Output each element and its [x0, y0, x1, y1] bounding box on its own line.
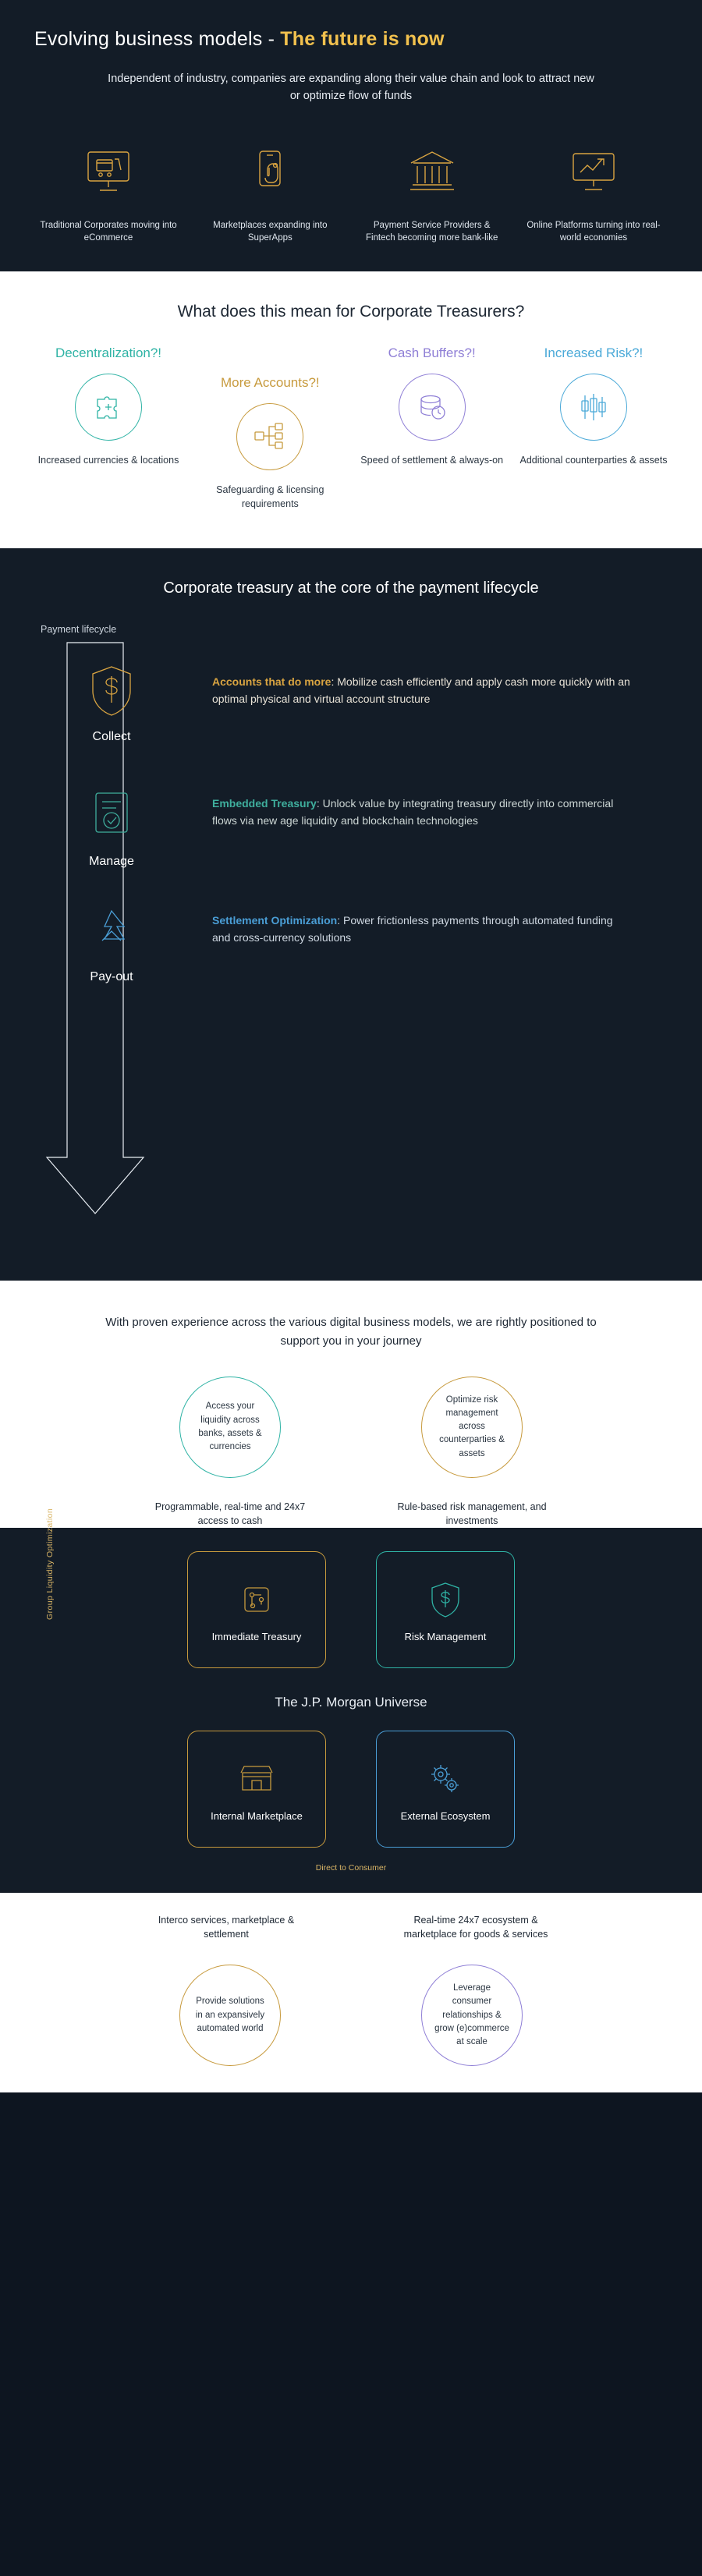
section2-items	[34, 345, 668, 512]
section2-item-caption: Safeguarding & licensing requirements	[216, 484, 324, 510]
section2-item-headline: Cash Buffers?!	[388, 345, 476, 360]
puzzle-icon	[75, 374, 142, 441]
card-label: Immediate Treasury	[211, 1630, 302, 1642]
section3-heading: Corporate treasury at the core of the payment lifecycle	[163, 579, 539, 597]
lifecycle-text-collect	[212, 674, 633, 707]
mobile-tap-icon	[196, 138, 344, 205]
section-evolving-business-models	[0, 0, 702, 271]
section2-item-increased-risk	[519, 345, 668, 467]
card-internal-marketplace[interactable]	[187, 1731, 326, 1848]
section2-item-cash-buffers	[358, 345, 506, 467]
lifecycle-stage-label: Pay-out	[90, 970, 133, 984]
section1-item-caption: Marketplaces expanding into SuperApps	[213, 220, 328, 243]
lifecycle-stage-label: Manage	[89, 855, 134, 869]
lifecycle-text-rest: : Power frictionless payments through automated funding and cross-currency solutions	[212, 914, 613, 944]
section-payment-lifecycle	[0, 548, 702, 1281]
section3-body	[34, 641, 668, 1234]
direct-to-consumer-label: Direct to Consumer	[315, 1863, 387, 1873]
lifecycle-text-rest: : Mobilize cash efficiently and apply cash more quickly with an optimal physical and virtual account structure	[212, 675, 630, 706]
online-chart-monitor-icon	[519, 138, 668, 205]
page-title	[34, 28, 668, 51]
section2-item-headline: More Accounts?!	[221, 374, 320, 390]
section1-item-caption: Payment Service Providers & Fintech becoming more bank-like	[365, 220, 498, 243]
section1-subtitle: Independent of industry, companies are expanding along their value chain and look to attract new or optimize flow of funds	[108, 73, 594, 102]
lifecycle-text-bold: Embedded Treasury	[212, 797, 317, 810]
universe-cards-top	[34, 1551, 668, 1668]
ecommerce-monitor-icon	[34, 138, 183, 205]
ring-consumer-relationships	[394, 1965, 550, 2066]
outcome-captions	[34, 1913, 668, 1941]
ring-risk	[394, 1377, 550, 1528]
document-check-icon	[61, 783, 162, 849]
section1-icon-row	[34, 138, 668, 245]
ring-inner-text: Leverage consumer relationships & grow (e)commerce at scale	[421, 1965, 523, 2066]
lifecycle-text-payout	[212, 912, 633, 946]
storefront-icon	[238, 1756, 275, 1802]
section2-item-headline: Increased Risk?!	[544, 345, 644, 360]
card-label: Risk Management	[404, 1630, 487, 1642]
section4-rings	[34, 1377, 668, 1528]
section2-item-headline: Decentralization?!	[55, 345, 162, 360]
section-treasurer-impact	[0, 271, 702, 549]
section-proven-experience	[0, 1281, 702, 1528]
section-outcomes	[0, 1893, 702, 2092]
shield-dollar-icon	[61, 658, 162, 724]
ring-liquidity	[152, 1377, 308, 1528]
section1-item-caption: Online Platforms turning into real-world economies	[526, 220, 661, 243]
section2-heading: What does this mean for Corporate Treasurers?	[177, 302, 525, 321]
lifecycle-stage-payout	[61, 898, 162, 984]
card-label: External Ecosystem	[400, 1809, 491, 1822]
card-risk-management[interactable]	[376, 1551, 515, 1668]
ring-inner-text: Optimize risk management across counterparties & assets	[421, 1377, 523, 1478]
card-external-ecosystem[interactable]	[376, 1731, 515, 1848]
section1-item	[34, 138, 183, 245]
account-tree-icon	[236, 403, 303, 470]
section2-item-caption: Increased currencies & locations	[37, 455, 179, 466]
ring-inner-text: Access your liquidity across banks, assets & currencies	[179, 1377, 281, 1478]
outcome-rings	[34, 1965, 668, 2066]
card-immediate-treasury[interactable]	[187, 1551, 326, 1668]
section1-item	[519, 138, 668, 245]
title-highlight: The future is now	[280, 28, 445, 50]
card-label: Internal Marketplace	[211, 1809, 303, 1822]
section2-item-more-accounts	[196, 345, 344, 512]
section2-item-caption: Speed of settlement & always-on	[360, 455, 504, 466]
lifecycle-text-manage	[212, 795, 633, 829]
upward-arrows-icon	[61, 898, 162, 964]
candlestick-chart-icon	[560, 374, 627, 441]
lifecycle-text-rest: : Unlock value by integrating treasury directly into commercial flows via new age liquidity and blockchain technologies	[212, 797, 614, 827]
section1-item-caption: Traditional Corporates moving into eCommerce	[40, 220, 177, 243]
outcome-caption: Interco services, marketplace & settlement	[158, 1915, 295, 1940]
universe-title: The J.P. Morgan Universe	[275, 1695, 427, 1710]
universe-cards-bottom	[34, 1731, 668, 1848]
ring-inner-text: Provide solutions in an expansively automated world	[179, 1965, 281, 2066]
title-lead: Evolving business models -	[34, 28, 281, 50]
coins-stack-icon	[399, 374, 466, 441]
lifecycle-stage-label: Collect	[92, 730, 131, 744]
section2-item-decentralization	[34, 345, 183, 467]
group-liquidity-optimization-label: Group Liquidity Optimization	[45, 1508, 55, 1621]
shield-dollar-icon	[429, 1576, 462, 1623]
bank-building-icon	[358, 138, 506, 205]
circuit-treasury-icon	[239, 1576, 274, 1623]
gears-icon	[427, 1756, 463, 1802]
section4-intro: With proven experience across the various digital business models, we are rightly positioned to support you in your journey	[105, 1316, 597, 1348]
ring-caption: Programmable, real-time and 24x7 access to cash	[154, 1501, 306, 1526]
section1-item	[196, 138, 344, 245]
ring-automated-world	[152, 1965, 308, 2066]
lifecycle-stage-manage	[61, 783, 162, 869]
payment-lifecycle-label: Payment lifecycle	[41, 624, 117, 636]
section1-item	[358, 138, 506, 245]
lifecycle-text-bold: Settlement Optimization	[212, 914, 338, 927]
ring-caption: Rule-based risk management, and investments	[397, 1501, 547, 1526]
lifecycle-text-bold: Accounts that do more	[212, 675, 332, 689]
section2-item-caption: Additional counterparties & assets	[519, 455, 668, 466]
outcome-caption: Real-time 24x7 ecosystem & marketplace for goods & services	[403, 1915, 548, 1940]
lifecycle-stage-collect	[61, 658, 162, 744]
